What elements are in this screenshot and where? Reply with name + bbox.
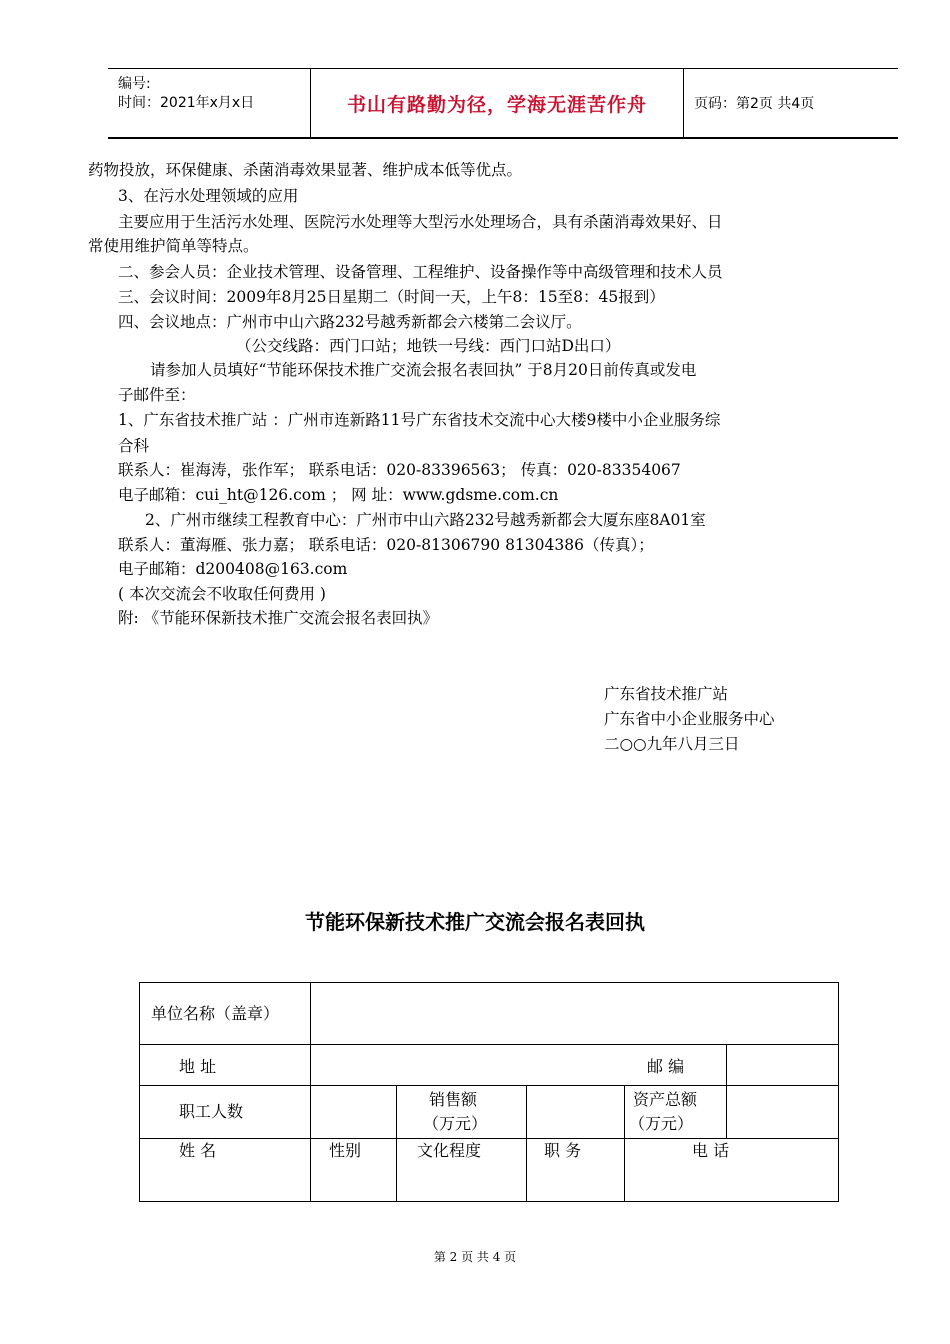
body-line: 请参加人员填好“节能环保技术推广交流会报名表回执” 于8月20日前传真或发电 — [150, 361, 697, 379]
body-line: 联系人：崔海涛，张作军； 联系电话：020-83396563； 传真：020-83354067 — [118, 461, 681, 479]
signature-date: 二○○九年八月三日 — [604, 735, 740, 753]
column-gender-label: 性别 — [329, 1141, 362, 1160]
body-line: 药物投放，环保健康、杀菌消毒效果显著、维护成本低等优点。 — [88, 161, 523, 179]
postcode-field[interactable] — [727, 1045, 838, 1085]
page-header — [108, 68, 898, 139]
signature-org-2: 广东省中小企业服务中心 — [604, 710, 775, 728]
body-line: 附: 《节能环保新技术推广交流会报名表回执》 — [118, 609, 439, 627]
document-number-label: 编号: — [118, 76, 151, 92]
body-line: 合科 — [118, 437, 150, 455]
body-line: 二、参会人员：企业技术管理、设备管理、工程维护、设备操作等中高级管理和技术人员 — [118, 263, 723, 281]
body-line: 三、会议时间：2009年8月25日星期二（时间一天，上午8：15至8：45报到） — [118, 288, 665, 306]
unit-name-label: 单位名称（盖章） — [151, 1004, 280, 1023]
body-line: 1、广东省技术推广站 ：广州市连新路11号广东省技术交流中心大楼9楼中小企业服务综 — [118, 411, 721, 429]
header-meta-cell — [108, 69, 311, 137]
body-line: 联系人：董海雁、张力嘉； 联系电话：020-81306790 81304386（传真）； — [118, 536, 654, 554]
staff-count-field[interactable] — [311, 1086, 396, 1138]
assets-unit-label: （万元） — [629, 1114, 694, 1133]
column-phone-label: 电 话 — [692, 1141, 730, 1160]
attendee-row[interactable] — [140, 1162, 838, 1201]
column-education-label: 文化程度 — [417, 1141, 482, 1160]
sales-field[interactable] — [527, 1086, 624, 1138]
table-border — [838, 982, 839, 1202]
header-motto-cell — [311, 69, 684, 137]
body-line: ( 本次交流会不收取任何费用 ) — [118, 585, 326, 603]
sales-unit-label: （万元） — [423, 1114, 488, 1133]
page-footer: 第 2 页 共 4 页 — [433, 1250, 517, 1264]
address-field[interactable] — [311, 1045, 726, 1085]
body-line: 2、广州市继续工程教育中心：广州市中山六路232号越秀新都会大厦东座8A01室 — [145, 511, 706, 529]
header-page-code: 页码：第2页 共4页 — [694, 96, 815, 112]
header-page-cell — [684, 69, 898, 137]
column-name-label: 姓 名 — [179, 1141, 217, 1160]
table-rule — [139, 1138, 839, 1139]
body-line: 四、会议地点：广州市中山六路232号越秀新都会六楼第二会议厅。 — [118, 313, 582, 331]
postcode-label: 邮 编 — [647, 1057, 685, 1076]
sales-label: 销售额 — [429, 1090, 478, 1109]
assets-field[interactable] — [727, 1086, 838, 1138]
unit-name-field[interactable] — [311, 983, 838, 1044]
table-border — [139, 1201, 839, 1202]
assets-label: 资产总额 — [633, 1090, 698, 1109]
body-line: 常使用维护简单等特点。 — [88, 237, 259, 255]
signature-org-1: 广东省技术推广站 — [604, 685, 729, 703]
column-position-label: 职 务 — [544, 1141, 582, 1160]
header-motto: 书山有路勤为径，学海无涯苦作舟 — [346, 93, 647, 116]
body-line: 电子邮箱：cui_ht@126.com ； 网 址：www.gdsme.com.cn — [118, 486, 559, 504]
document-time-label: 时间：2021年x月x日 — [118, 95, 255, 111]
address-label: 地 址 — [179, 1057, 217, 1076]
body-line: 子邮件至： — [118, 386, 196, 404]
form-title: 节能环保新技术推广交流会报名表回执 — [305, 910, 645, 934]
body-line: 3、在污水处理领域的应用 — [118, 187, 299, 205]
body-line: 电子邮箱：d200408@163.com — [118, 560, 348, 578]
body-line: （公交线路：西门口站；地铁一号线：西门口站D出口） — [236, 337, 621, 355]
body-line: 主要应用于生活污水处理、医院污水处理等大型污水处理场合，具有杀菌消毒效果好、日 — [118, 213, 723, 231]
registration-form-table — [139, 982, 839, 1202]
staff-count-label: 职工人数 — [179, 1102, 244, 1121]
